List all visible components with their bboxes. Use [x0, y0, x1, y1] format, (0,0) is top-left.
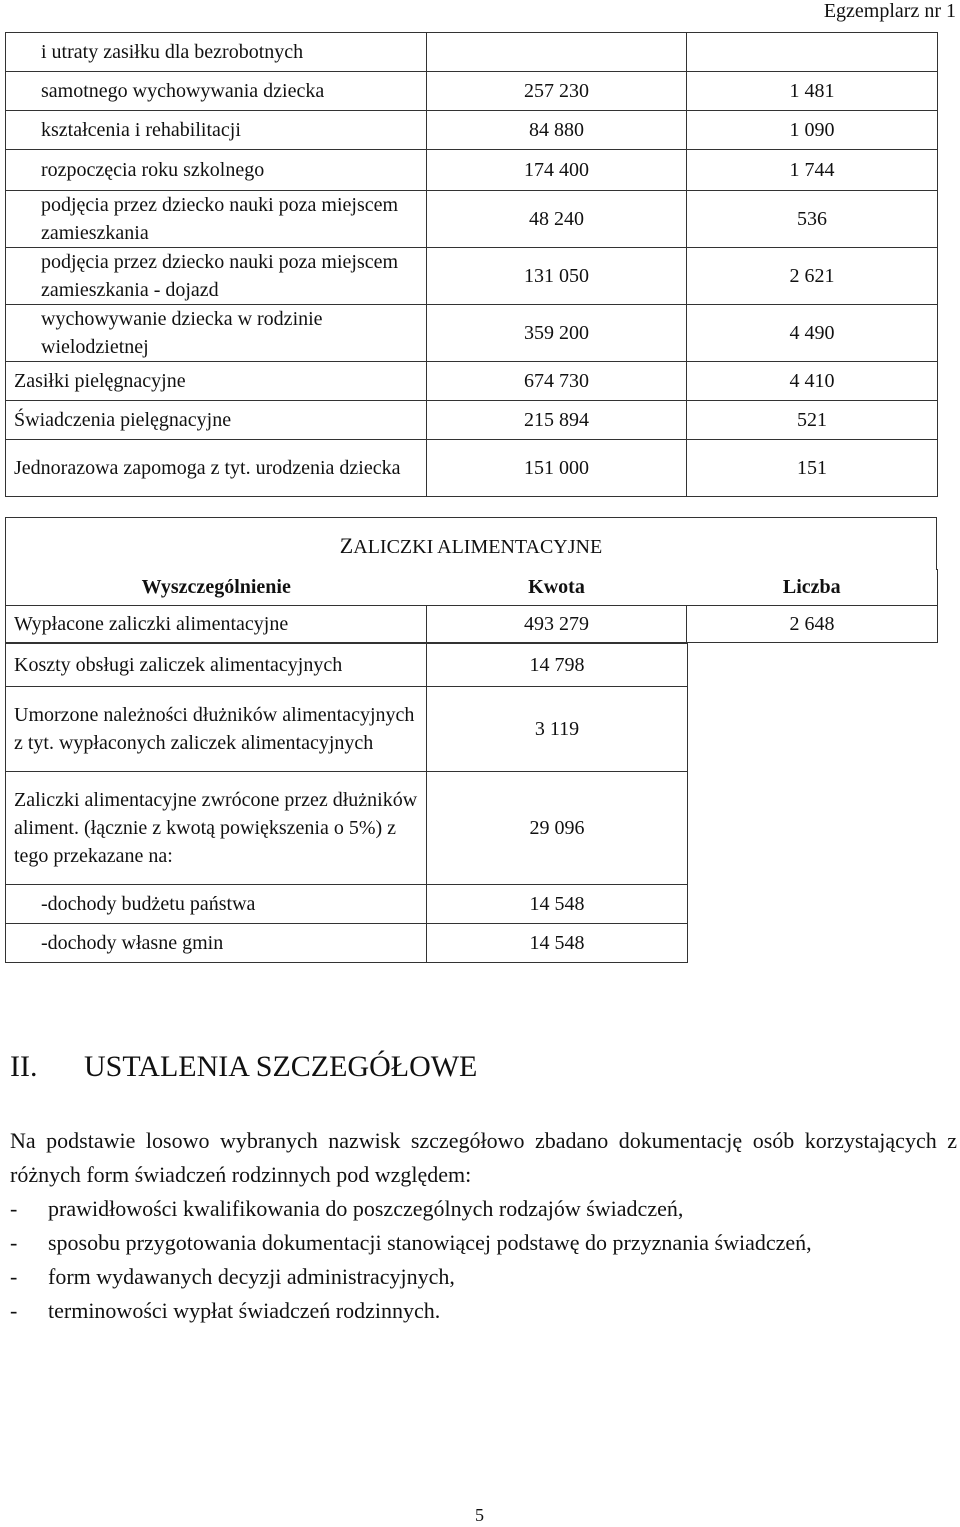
row-liczba: 4 490: [687, 305, 938, 362]
table-row: [6, 72, 938, 111]
row-label: Umorzone należności dłużników alimentacyjnych z tyt. wypłaconych zaliczek alimentacyjnych: [6, 687, 427, 772]
row-label: Zasiłki pielęgnacyjne: [6, 362, 427, 401]
row-liczba: 1 744: [687, 150, 938, 191]
row-label: samotnego wychowywania dziecka: [6, 72, 427, 111]
header-kwota: Kwota: [427, 569, 687, 606]
benefits-table: [5, 32, 938, 497]
row-label: -dochody własne gmin: [6, 924, 427, 963]
table-row: [6, 33, 938, 72]
row-kwota: [427, 33, 687, 72]
table-row: [6, 362, 938, 401]
zaliczki-detail-table: [5, 643, 688, 963]
row-label: podjęcia przez dziecko nauki poza miejscem zamieszkania: [6, 191, 427, 248]
section-title: USTALENIA SZCZEGÓŁOWE: [84, 1050, 478, 1083]
zaliczki-header-row: [6, 569, 938, 606]
page-number: 5: [475, 1505, 484, 1525]
row-label: podjęcia przez dziecko nauki poza miejscem zamieszkania - dojazd: [6, 248, 427, 305]
row-kwota: 174 400: [427, 150, 687, 191]
table-row: [6, 440, 938, 497]
table-row: [6, 687, 688, 772]
zaliczki-main-table: [5, 569, 938, 643]
row-liczba: [687, 33, 938, 72]
row-label: i utraty zasiłku dla bezrobotnych: [6, 33, 427, 72]
table-row: [6, 111, 938, 150]
list-item: - sposobu przygotowania dokumentacji stanowiącej podstawę do przyznania świadczeń,: [10, 1230, 812, 1255]
row-kwota: 3 119: [427, 687, 688, 772]
table-row: [6, 644, 688, 687]
row-liczba: 1 481: [687, 72, 938, 111]
row-liczba: 4 410: [687, 362, 938, 401]
intro-paragraph: Na podstawie losowo wybranych nazwisk szczegółowo zbadano dokumentację osób korzystających z różnych form świadczeń rodzinnych pod względem:: [10, 1128, 957, 1187]
row-liczba: 1 090: [687, 111, 938, 150]
list-item: - form wydawanych decyzji administracyjnych,: [10, 1264, 455, 1289]
row-kwota: 14 798: [427, 644, 688, 687]
row-liczba: 2 621: [687, 248, 938, 305]
table-row: [6, 772, 688, 885]
row-kwota: 674 730: [427, 362, 687, 401]
row-label: rozpoczęcia roku szkolnego: [6, 150, 427, 191]
row-kwota: 257 230: [427, 72, 687, 111]
row-kwota: 29 096: [427, 772, 688, 885]
table-row: [6, 401, 938, 440]
table-row: [6, 191, 938, 248]
row-kwota: 14 548: [427, 885, 688, 924]
row-kwota: 151 000: [427, 440, 687, 497]
row-label: kształcenia i rehabilitacji: [6, 111, 427, 150]
row-label: Zaliczki alimentacyjne zwrócone przez dłużników aliment. (łącznie z kwotą powiększenia o 5%) z tego przekazane na:: [6, 772, 427, 885]
row-liczba: 536: [687, 191, 938, 248]
row-kwota: 84 880: [427, 111, 687, 150]
row-kwota: 493 279: [427, 606, 687, 643]
row-liczba: 151: [687, 440, 938, 497]
row-label: -dochody budżetu państwa: [6, 885, 427, 924]
list-item: - prawidłowości kwalifikowania do poszczególnych rodzajów świadczeń,: [10, 1196, 684, 1221]
header-liczba: Liczba: [687, 569, 938, 606]
table-row: [6, 150, 938, 191]
list-item: - terminowości wypłat świadczeń rodzinnych.: [10, 1298, 441, 1323]
row-kwota: 48 240: [427, 191, 687, 248]
table-row: [6, 885, 688, 924]
section-body: [10, 1124, 957, 1328]
header-wyszczegolnienie: Wyszczególnienie: [6, 569, 427, 606]
row-liczba: 2 648: [687, 606, 938, 643]
copy-number-label: Egzemplarz nr 1: [823, 0, 956, 22]
row-label: Jednorazowa zapomoga z tyt. urodzenia dziecka: [6, 440, 427, 497]
row-kwota: 131 050: [427, 248, 687, 305]
table-row: [6, 924, 688, 963]
row-label: Świadczenia pielęgnacyjne: [6, 401, 427, 440]
table-row: [6, 606, 938, 643]
row-kwota: 215 894: [427, 401, 687, 440]
row-liczba: 521: [687, 401, 938, 440]
table-row: [6, 305, 938, 362]
section-number: II.: [10, 1050, 38, 1083]
table-row: [6, 248, 938, 305]
row-label: wychowywanie dziecka w rodzinie wielodzietnej: [6, 305, 427, 362]
row-label: Koszty obsługi zaliczek alimentacyjnych: [6, 644, 427, 687]
row-label: Wypłacone zaliczki alimentacyjne: [6, 606, 427, 643]
row-kwota: 359 200: [427, 305, 687, 362]
row-kwota: 14 548: [427, 924, 688, 963]
section-heading: [10, 1050, 477, 1084]
zaliczki-title: ZALICZKI ALIMENTACYJNE: [5, 517, 937, 570]
